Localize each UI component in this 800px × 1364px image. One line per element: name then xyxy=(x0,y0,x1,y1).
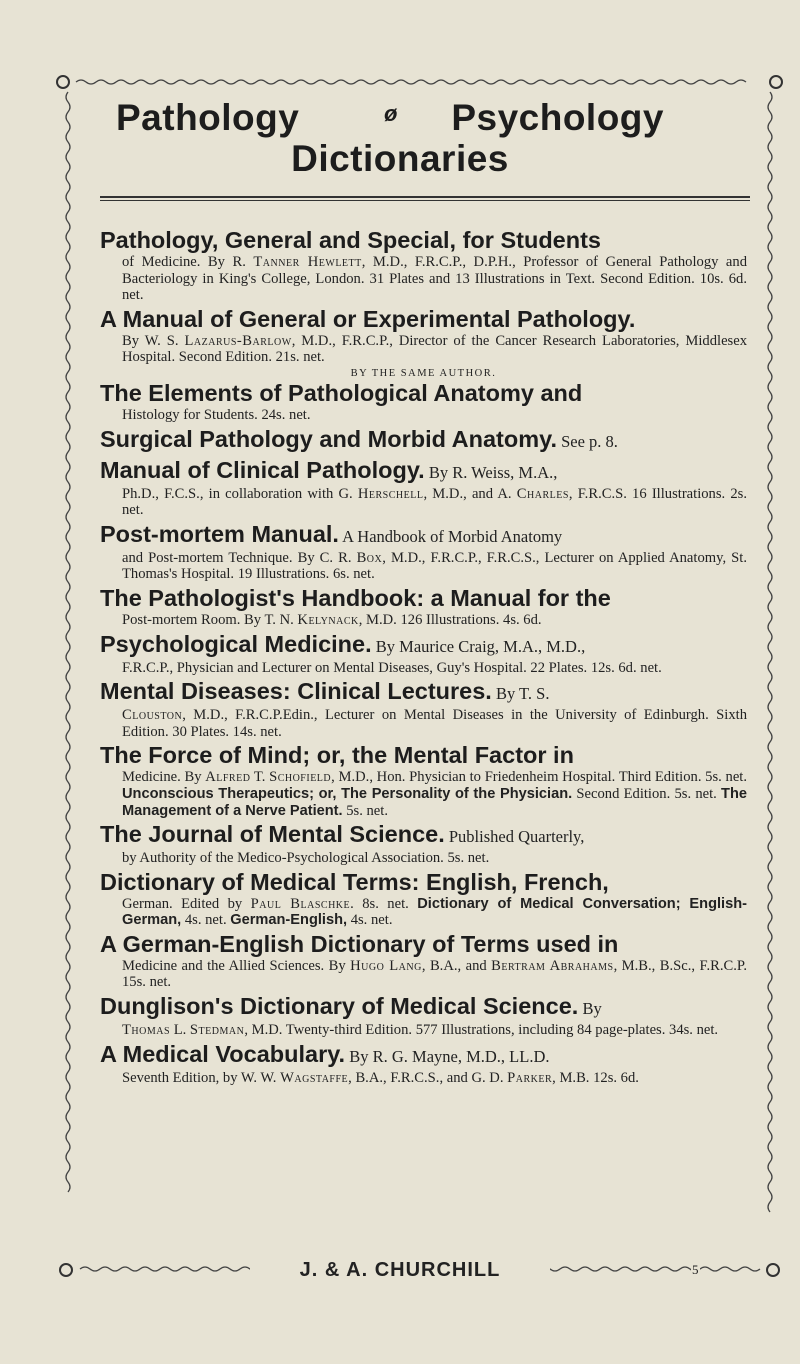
book-entry xyxy=(100,426,747,455)
author-name: Tanner Hewlett xyxy=(253,254,362,270)
description-text: , M.D., and A. xyxy=(423,485,517,502)
border-right xyxy=(768,92,772,1212)
description-text: and Post-mortem Technique. By C. R. xyxy=(122,549,357,566)
description-text: German. Edited by xyxy=(122,895,251,912)
author-name: Clouston xyxy=(122,707,183,724)
book-title-line xyxy=(100,631,747,660)
description-text: , B.A., F.R.C.S., and G. D. xyxy=(348,1069,508,1086)
description-text: , M.D. Twenty-third Edition. 577 Illustrations, including 84 page-plates. 34s. net. xyxy=(244,1022,719,1039)
description-text: Seventh Edition, by W. W. xyxy=(122,1069,281,1086)
book-title-tail: Published Quarterly, xyxy=(444,827,585,847)
book-title: Dictionary of Medical Terms: English, French, xyxy=(100,868,609,895)
book-entry xyxy=(100,821,747,867)
book-description xyxy=(100,958,747,991)
related-title: German-English, xyxy=(230,912,348,929)
description-text: Medicine and the Allied Sciences. By xyxy=(122,957,351,974)
book-description xyxy=(100,486,747,519)
page-number: 5 xyxy=(692,1262,699,1277)
corner-ornament-tr xyxy=(770,76,782,88)
top-margin xyxy=(0,0,800,70)
border-left xyxy=(66,92,70,1192)
corner-ornament-tl xyxy=(57,76,69,88)
author-name: Bertram Abrahams xyxy=(491,957,614,974)
author-name: Parker xyxy=(507,1069,553,1086)
description-text: , M.B., B.Sc., F.R.C.P. 15s. net. xyxy=(122,957,748,991)
book-title-tail: By T. S. xyxy=(491,684,550,704)
book-entry xyxy=(100,521,747,583)
book-entry xyxy=(100,1041,747,1087)
book-description xyxy=(100,1022,747,1039)
book-description xyxy=(100,333,747,366)
related-title: Unconscious Therapeutics; or, The Personality of the Physician. xyxy=(122,785,573,802)
book-title: The Elements of Pathological Anatomy and xyxy=(100,379,583,406)
book-title-line xyxy=(100,678,747,707)
book-entry xyxy=(100,227,747,304)
description-text: , M.D. 126 Illustrations. 4s. 6d. xyxy=(358,611,542,628)
book-entry xyxy=(100,869,747,929)
book-description xyxy=(100,896,747,929)
book-title-tail: By Maurice Craig, M.A., M.D., xyxy=(371,636,586,656)
description-text: L. xyxy=(170,1022,190,1039)
description-text: by Authority of the Medico-Psychological Association. 5s. net. xyxy=(122,850,490,867)
book-entry xyxy=(100,306,747,366)
description-text: , M.D., F.R.C.P.Edin., Lecturer on Mental Diseases in the University of Edinburgh. Sixth Edition. 30 Plates. 14s. net. xyxy=(122,707,747,740)
related-title: The Management of a Nerve Patient. xyxy=(122,785,747,819)
book-description xyxy=(100,612,747,629)
book-title: A Manual of General or Experimental Pathology. xyxy=(100,305,636,332)
corner-ornament-bl xyxy=(60,1264,72,1276)
book-title: Dunglison's Dictionary of Medical Science. xyxy=(100,993,579,1020)
book-title: Pathology, General and Special, for Students xyxy=(100,227,601,253)
description-text: , M.D., F.R.C.P., D.P.H., Professor of General Pathology and Bacteriology in King's College, London. 31 Plates and 13 Illustrations in Text. Second Edition. 10s. 6d. net. xyxy=(122,254,747,304)
book-description xyxy=(100,850,747,867)
description-text: , B.A., and xyxy=(421,957,492,974)
author-name: Box xyxy=(356,549,383,566)
description-text: Post-mortem Room. By T. N. xyxy=(122,611,298,628)
author-name: Schofield xyxy=(269,769,332,786)
book-title-line xyxy=(100,993,747,1022)
corner-ornament-br xyxy=(767,1264,779,1276)
book-entry xyxy=(100,631,747,677)
book-entry xyxy=(100,742,747,819)
book-title: The Force of Mind; or, the Mental Factor in xyxy=(100,742,574,769)
description-text: . 8s. net. xyxy=(350,895,418,912)
book-title: Surgical Pathology and Morbid Anatomy. xyxy=(100,425,557,452)
author-name: Paul Blaschke xyxy=(250,895,351,912)
description-text: Medicine. By xyxy=(122,769,206,786)
author-name: Kelynack xyxy=(297,611,359,628)
book-title-line xyxy=(100,869,747,896)
publisher-name: J. & A. CHURCHILL xyxy=(250,1259,550,1282)
author-name: Stedman xyxy=(189,1022,245,1039)
book-title-line xyxy=(100,306,747,333)
book-title-tail: A Handbook of Morbid Anatomy xyxy=(338,526,563,546)
book-title: A Medical Vocabulary. xyxy=(100,1040,346,1067)
description-text: , M.D., Hon. Physician to Friedenheim Hospital. Third Edition. 5s. net. xyxy=(331,769,747,786)
heading-rule-thin xyxy=(100,200,750,201)
page-title-line-2: Dictionaries xyxy=(291,138,509,179)
description-text: T. xyxy=(250,769,270,786)
book-title: Manual of Clinical Pathology. xyxy=(100,456,425,483)
book-description xyxy=(100,254,747,304)
book-description xyxy=(100,769,747,819)
book-title-line xyxy=(100,426,747,455)
book-title-tail: See p. 8. xyxy=(556,431,618,451)
title-ornament-icon: ø xyxy=(384,101,398,126)
description-text: , M.D., F.R.C.P., Director of the Cancer Research Laboratories, Middlesex Hospital. Second Edition. 21s. net. xyxy=(122,332,748,366)
description-text: , F.R.C.S. 16 Illustrations. 2s. net. xyxy=(122,485,747,519)
book-entry xyxy=(100,993,747,1039)
book-entry xyxy=(100,931,747,991)
description-text: , M.D., F.R.C.P., F.R.C.S., Lecturer on Applied Anatomy, St. Thomas's Hospital. 19 Illustrations. 6s. net. xyxy=(122,549,747,583)
book-entry xyxy=(100,585,747,629)
book-list xyxy=(100,227,747,1088)
author-name: Charles xyxy=(516,485,569,502)
book-title-tail: By xyxy=(578,999,602,1019)
description-text: 5s. net. xyxy=(342,802,388,819)
author-name: Wagstaffe xyxy=(280,1069,349,1086)
book-title: Psychological Medicine. xyxy=(100,630,372,657)
author-name: Thomas xyxy=(122,1022,171,1039)
book-title-line xyxy=(100,227,747,254)
description-text: of Medicine. By R. xyxy=(122,254,254,270)
book-title-tail: By R. Weiss, M.A., xyxy=(424,462,558,482)
author-name: Herschell xyxy=(357,485,424,502)
book-title: The Journal of Mental Science. xyxy=(100,821,445,848)
book-title-line xyxy=(100,521,747,550)
book-description xyxy=(100,707,747,740)
book-title: The Pathologist's Handbook: a Manual for the xyxy=(100,584,611,611)
book-title: Post-mortem Manual. xyxy=(100,520,339,547)
book-title: Mental Diseases: Clinical Lectures. xyxy=(100,678,492,705)
page-title-line-1 xyxy=(60,97,740,141)
book-title-line xyxy=(100,457,747,486)
title-pathology: Pathology xyxy=(116,97,300,138)
book-title-line xyxy=(100,1041,747,1070)
title-psychology: Psychology xyxy=(451,97,664,138)
book-title-line xyxy=(100,821,747,850)
book-title-line xyxy=(100,931,747,958)
author-name: Lazarus-Barlow xyxy=(184,332,292,349)
heading-rule-thick xyxy=(100,196,750,198)
book-entry xyxy=(100,678,747,740)
book-description xyxy=(100,407,747,424)
author-name: Alfred xyxy=(205,769,251,786)
description-text: Histology for Students. 24s. net. xyxy=(122,406,311,423)
book-title-line xyxy=(100,380,747,407)
author-name: Hugo Lang xyxy=(350,957,422,974)
book-entry xyxy=(100,457,747,519)
book-description xyxy=(100,1070,747,1087)
related-title: Dictionary of Medical Conversation; English-German, xyxy=(122,895,747,929)
description-text: By W. S. xyxy=(122,332,185,349)
book-entry xyxy=(100,380,747,424)
border-top xyxy=(76,80,746,84)
book-title-tail: By R. G. Mayne, M.D., LL.D. xyxy=(345,1046,550,1066)
book-title-line xyxy=(100,742,747,769)
book-description xyxy=(100,550,747,583)
description-text: F.R.C.P., Physician and Lecturer on Mental Diseases, Guy's Hospital. 22 Plates. 12s. 6d. net. xyxy=(122,659,662,676)
description-text: , M.B. 12s. 6d. xyxy=(552,1069,639,1086)
book-title: A German-English Dictionary of Terms used in xyxy=(100,930,619,957)
by-same-author-note: BY THE SAME AUTHOR. xyxy=(350,367,497,379)
book-description xyxy=(100,660,747,677)
description-text: Second Edition. 5s. net. xyxy=(572,785,722,802)
book-title-line xyxy=(100,585,747,612)
description-text: 4s. net. xyxy=(347,912,393,929)
description-text: Ph.D., F.C.S., in collaboration with G. xyxy=(122,485,358,502)
description-text: 4s. net. xyxy=(181,912,231,929)
